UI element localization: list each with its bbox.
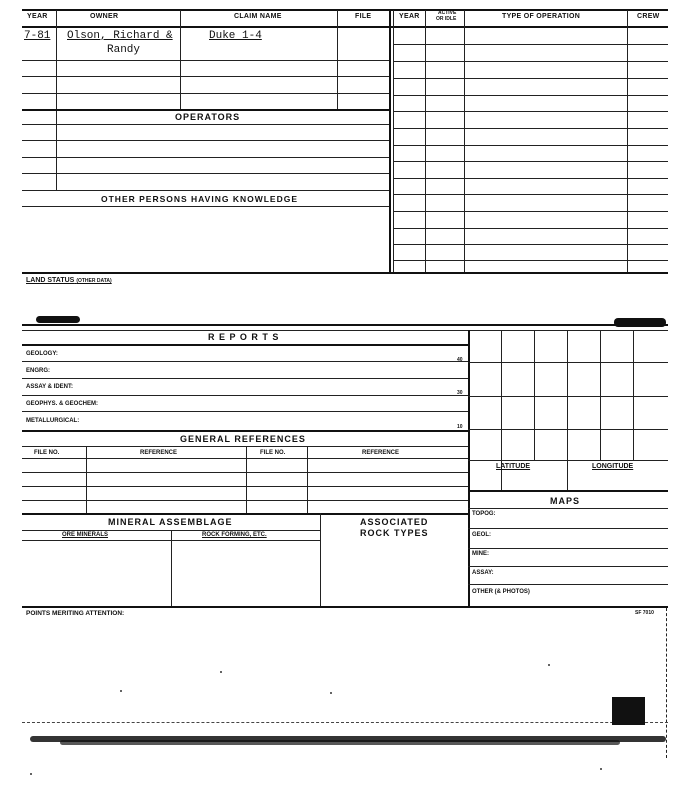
operators-heading: OPERATORS: [175, 112, 241, 122]
maps-heading: MAPS: [550, 496, 581, 506]
report-number-3: 10: [457, 424, 463, 430]
header-claim-name: CLAIM NAME: [234, 13, 282, 20]
header-year-2: YEAR: [399, 13, 420, 20]
report-number-2: 30: [457, 390, 463, 396]
header-type-of-operation: TYPE OF OPERATION: [502, 13, 581, 20]
report-geology: GEOLOGY:: [26, 351, 58, 357]
ref-reference-2: REFERENCE: [362, 450, 400, 456]
form-number: SF 7010: [635, 610, 654, 616]
report-metallurgical: METALLURGICAL:: [26, 418, 80, 424]
other-persons-heading: OTHER PERSONS HAVING KNOWLEDGE: [101, 194, 299, 204]
points-heading: POINTS MERITING ATTENTION:: [26, 610, 125, 617]
maps-other: OTHER (& PHOTOS): [472, 589, 530, 595]
entry-claim-name: Duke 1-4: [209, 30, 262, 42]
maps-geol: GEOL:: [472, 532, 491, 538]
header-active-line2: OR IDLE: [436, 16, 457, 22]
header-crew: CREW: [637, 13, 660, 20]
general-references-heading: GENERAL REFERENCES: [180, 434, 306, 444]
longitude-label: LONGITUDE: [592, 463, 634, 470]
maps-assay: ASSAY:: [472, 570, 494, 576]
mineral-assemblage-heading: MINERAL ASSEMBLAGE: [108, 517, 233, 527]
entry-owner-line2: Randy: [107, 44, 141, 56]
land-status-heading: LAND STATUS (OTHER DATA): [26, 277, 112, 284]
scan-blot-left: [36, 316, 80, 323]
header-file: FILE: [355, 13, 372, 20]
maps-topog: TOPOG:: [472, 511, 496, 517]
report-assay: ASSAY & IDENT:: [26, 384, 74, 390]
latitude-label: LATITUDE: [496, 463, 531, 470]
ore-minerals-heading: ORE MINERALS: [62, 532, 109, 538]
header-year: YEAR: [27, 13, 48, 20]
rock-forming-heading: ROCK FORMING, ETC.: [202, 532, 267, 538]
header-active-line1: ACTIVE: [438, 10, 457, 16]
reports-heading: R E P O R T S: [208, 332, 280, 342]
maps-mine: MINE:: [472, 551, 489, 557]
ref-file-no-2: FILE NO.: [260, 450, 286, 456]
entry-year: 7-81: [24, 30, 51, 42]
ref-file-no: FILE NO.: [34, 450, 60, 456]
header-owner: OWNER: [90, 13, 119, 20]
entry-owner-line1: Olson, Richard &: [67, 30, 173, 42]
ref-reference: REFERENCE: [140, 450, 178, 456]
associated-rock-types-line1: ASSOCIATED: [360, 517, 429, 527]
report-engrg: ENGRG:: [26, 368, 50, 374]
report-geophys: GEOPHYS. & GEOCHEM:: [26, 401, 99, 407]
associated-rock-types-line2: ROCK TYPES: [360, 528, 429, 538]
report-number-1: 40: [457, 357, 463, 363]
